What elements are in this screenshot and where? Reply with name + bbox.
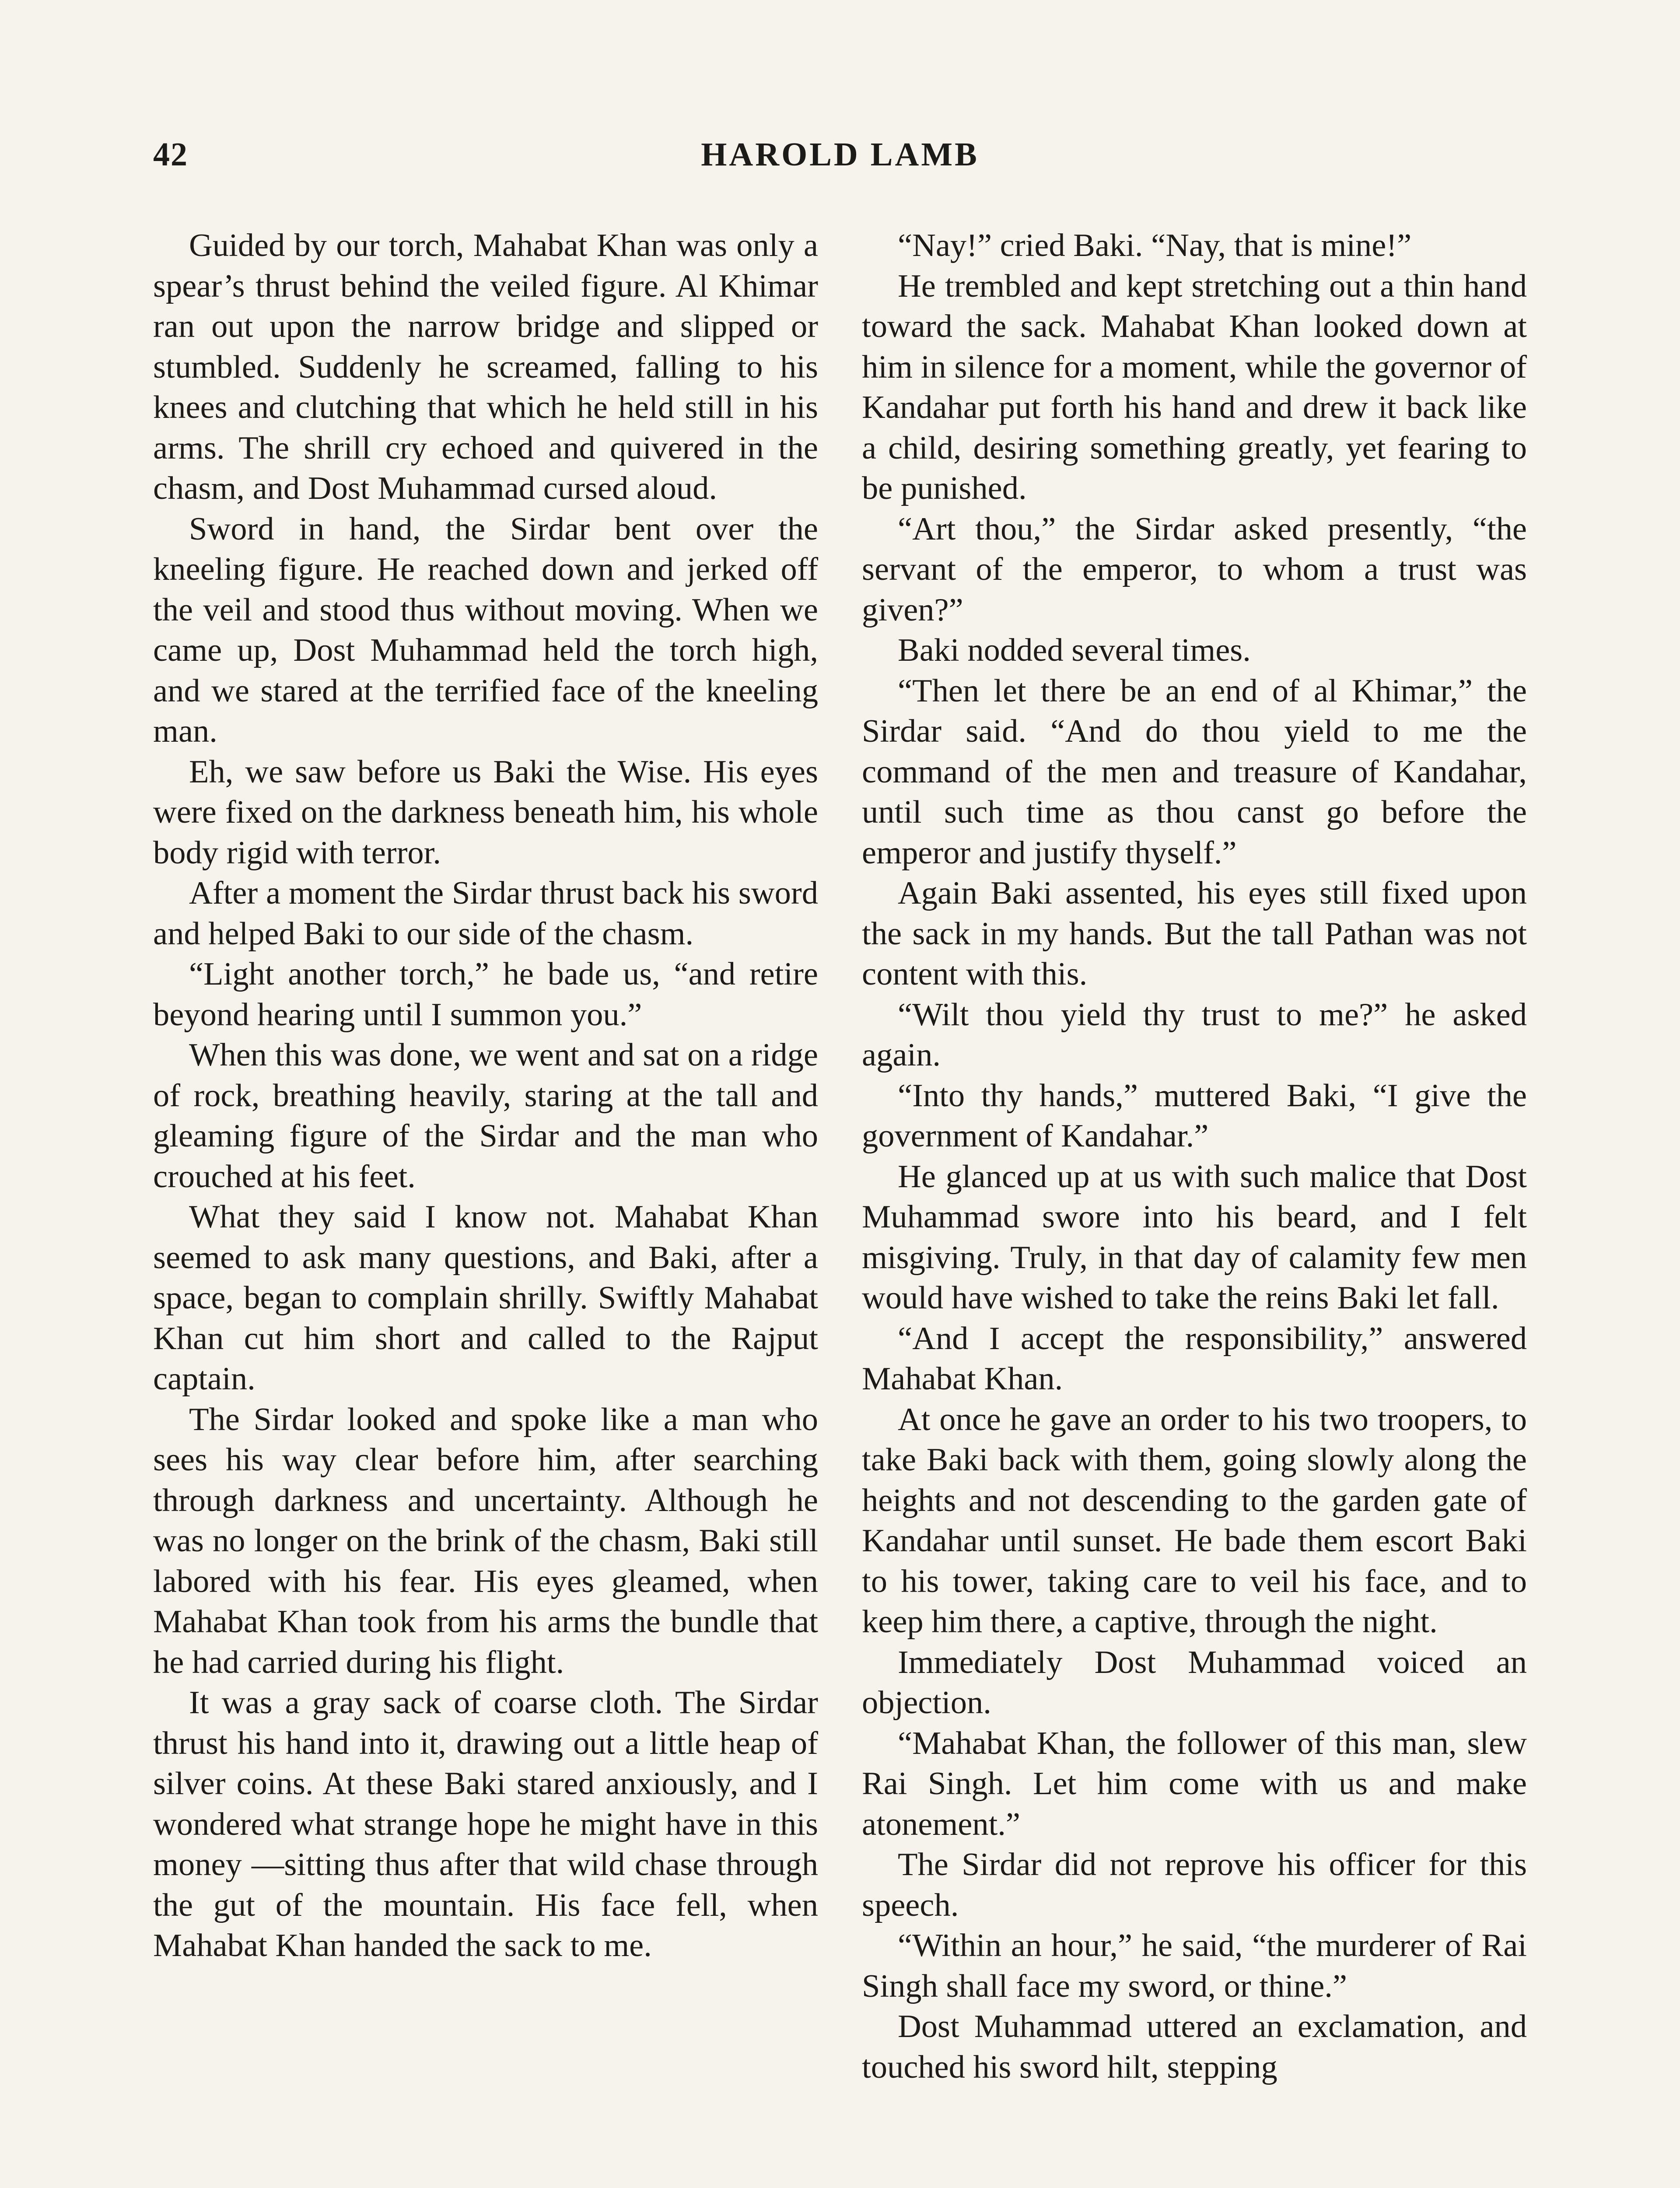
left-column <box>153 225 818 1966</box>
paragraph: When this was done, we went and sat on a ridge of rock, breathing heavily, staring at the tall and gleaming figure of the Sirdar and the man who crouched at his feet. <box>153 1037 818 1195</box>
page-number: 42 <box>153 136 188 173</box>
paragraph: Immediately Dost Muhammad voiced an objection. <box>862 1644 1527 1721</box>
paragraph: After a moment the Sirdar thrust back his sword and helped Baki to our side of the chasm. <box>153 875 818 952</box>
paragraph: It was a gray sack of coarse cloth. The Sirdar thrust his hand into it, drawing out a little heap of silver coins. At these Baki stared anxiously, and I wondered what strange hope he might have in this money —sitting thus after that wild chase through the gut of the mountain. His face fell, when Mahabat Khan handed the sack to me. <box>153 1685 818 1964</box>
paragraph: What they said I know not. Mahabat Khan seemed to ask many questions, and Baki, after a space, began to complain shrilly. Swiftly Mahabat Khan cut him short and called to the Rajput captain. <box>153 1199 818 1397</box>
running-head: HAROLD LAMB <box>701 136 979 173</box>
paragraph: “Into thy hands,” muttered Baki, “I give the government of Kandahar.” <box>862 1077 1527 1154</box>
paragraph: “Wilt thou yield thy trust to me?” he asked again. <box>862 996 1527 1073</box>
paragraph: “Mahabat Khan, the follower of this man, slew Rai Singh. Let him come with us and make atonement.” <box>862 1725 1527 1842</box>
paragraph: He glanced up at us with such malice that Dost Muhammad swore into his beard, and I felt misgiving. Truly, in that day of calamity few men would have wished to take the reins Baki let fall. <box>862 1158 1527 1316</box>
paragraph: Eh, we saw before us Baki the Wise. His eyes were fixed on the darkness beneath him, his whole body rigid with terror. <box>153 754 818 871</box>
paragraph: “Art thou,” the Sirdar asked presently, “the servant of the emperor, to whom a trust was given?” <box>862 511 1527 628</box>
paragraph: “Nay!” cried Baki. “Nay, that is mine!” <box>898 228 1412 263</box>
paragraph: The Sirdar did not reprove his officer for this speech. <box>862 1847 1527 1923</box>
paragraph: Again Baki assented, his eyes still fixed upon the sack in my hands. But the tall Pathan was not content with this. <box>862 875 1527 992</box>
paragraph: Guided by our torch, Mahabat Khan was only a spear’s thrust behind the veiled figure. Al Khimar ran out upon the narrow bridge and slipped or stumbled. Suddenly he screamed, falling to his knees and clutching that which he held still in his arms. The shrill cry echoed and quivered in the chasm, and Dost Muhammad cursed aloud. <box>153 228 818 506</box>
paragraph: The Sirdar looked and spoke like a man who sees his way clear before him, after searching through darkness and uncertainty. Although he was no longer on the brink of the chasm, Baki still labored with his fear. His eyes gleamed, when Mahabat Khan took from his arms the bundle that he had carried during his flight. <box>153 1401 818 1680</box>
page-header <box>153 136 1527 188</box>
paragraph: He trembled and kept stretching out a thin hand toward the sack. Mahabat Khan looked down at him in silence for a moment, while the governor of Kandahar put forth his hand and drew it back like a child, desiring something greatly, yet fearing to be punished. <box>862 268 1527 506</box>
paragraph: “And I accept the responsibility,” answered Mahabat Khan. <box>862 1320 1527 1397</box>
paragraph: “Then let there be an end of al Khimar,” the Sirdar said. “And do thou yield to me the command of the men and treasure of Kandahar, until such time as thou canst go before the emperor and justify thyself.” <box>862 673 1527 871</box>
paragraph: Dost Muhammad uttered an exclamation, and touched his sword hilt, stepping <box>862 2009 1527 2085</box>
paragraph: “Within an hour,” he said, “the murderer of Rai Singh shall face my sword, or thine.” <box>862 1928 1527 2004</box>
paragraph: “Light another torch,” he bade us, “and retire beyond hearing until I summon you.” <box>153 956 818 1033</box>
paragraph: Baki nodded several times. <box>898 632 1251 668</box>
paragraph: Sword in hand, the Sirdar bent over the kneeling figure. He reached down and jerked off the veil and stood thus without moving. When we came up, Dost Muhammad held the torch high, and we stared at the terrified face of the kneeling man. <box>153 511 818 749</box>
right-column <box>862 225 1527 2087</box>
paragraph: At once he gave an order to his two troopers, to take Baki back with them, going slowly along the heights and not descending to the garden gate of Kandahar until sunset. He bade them escort Baki to his tower, taking care to veil his face, and to keep him there, a captive, through the night. <box>862 1401 1527 1640</box>
